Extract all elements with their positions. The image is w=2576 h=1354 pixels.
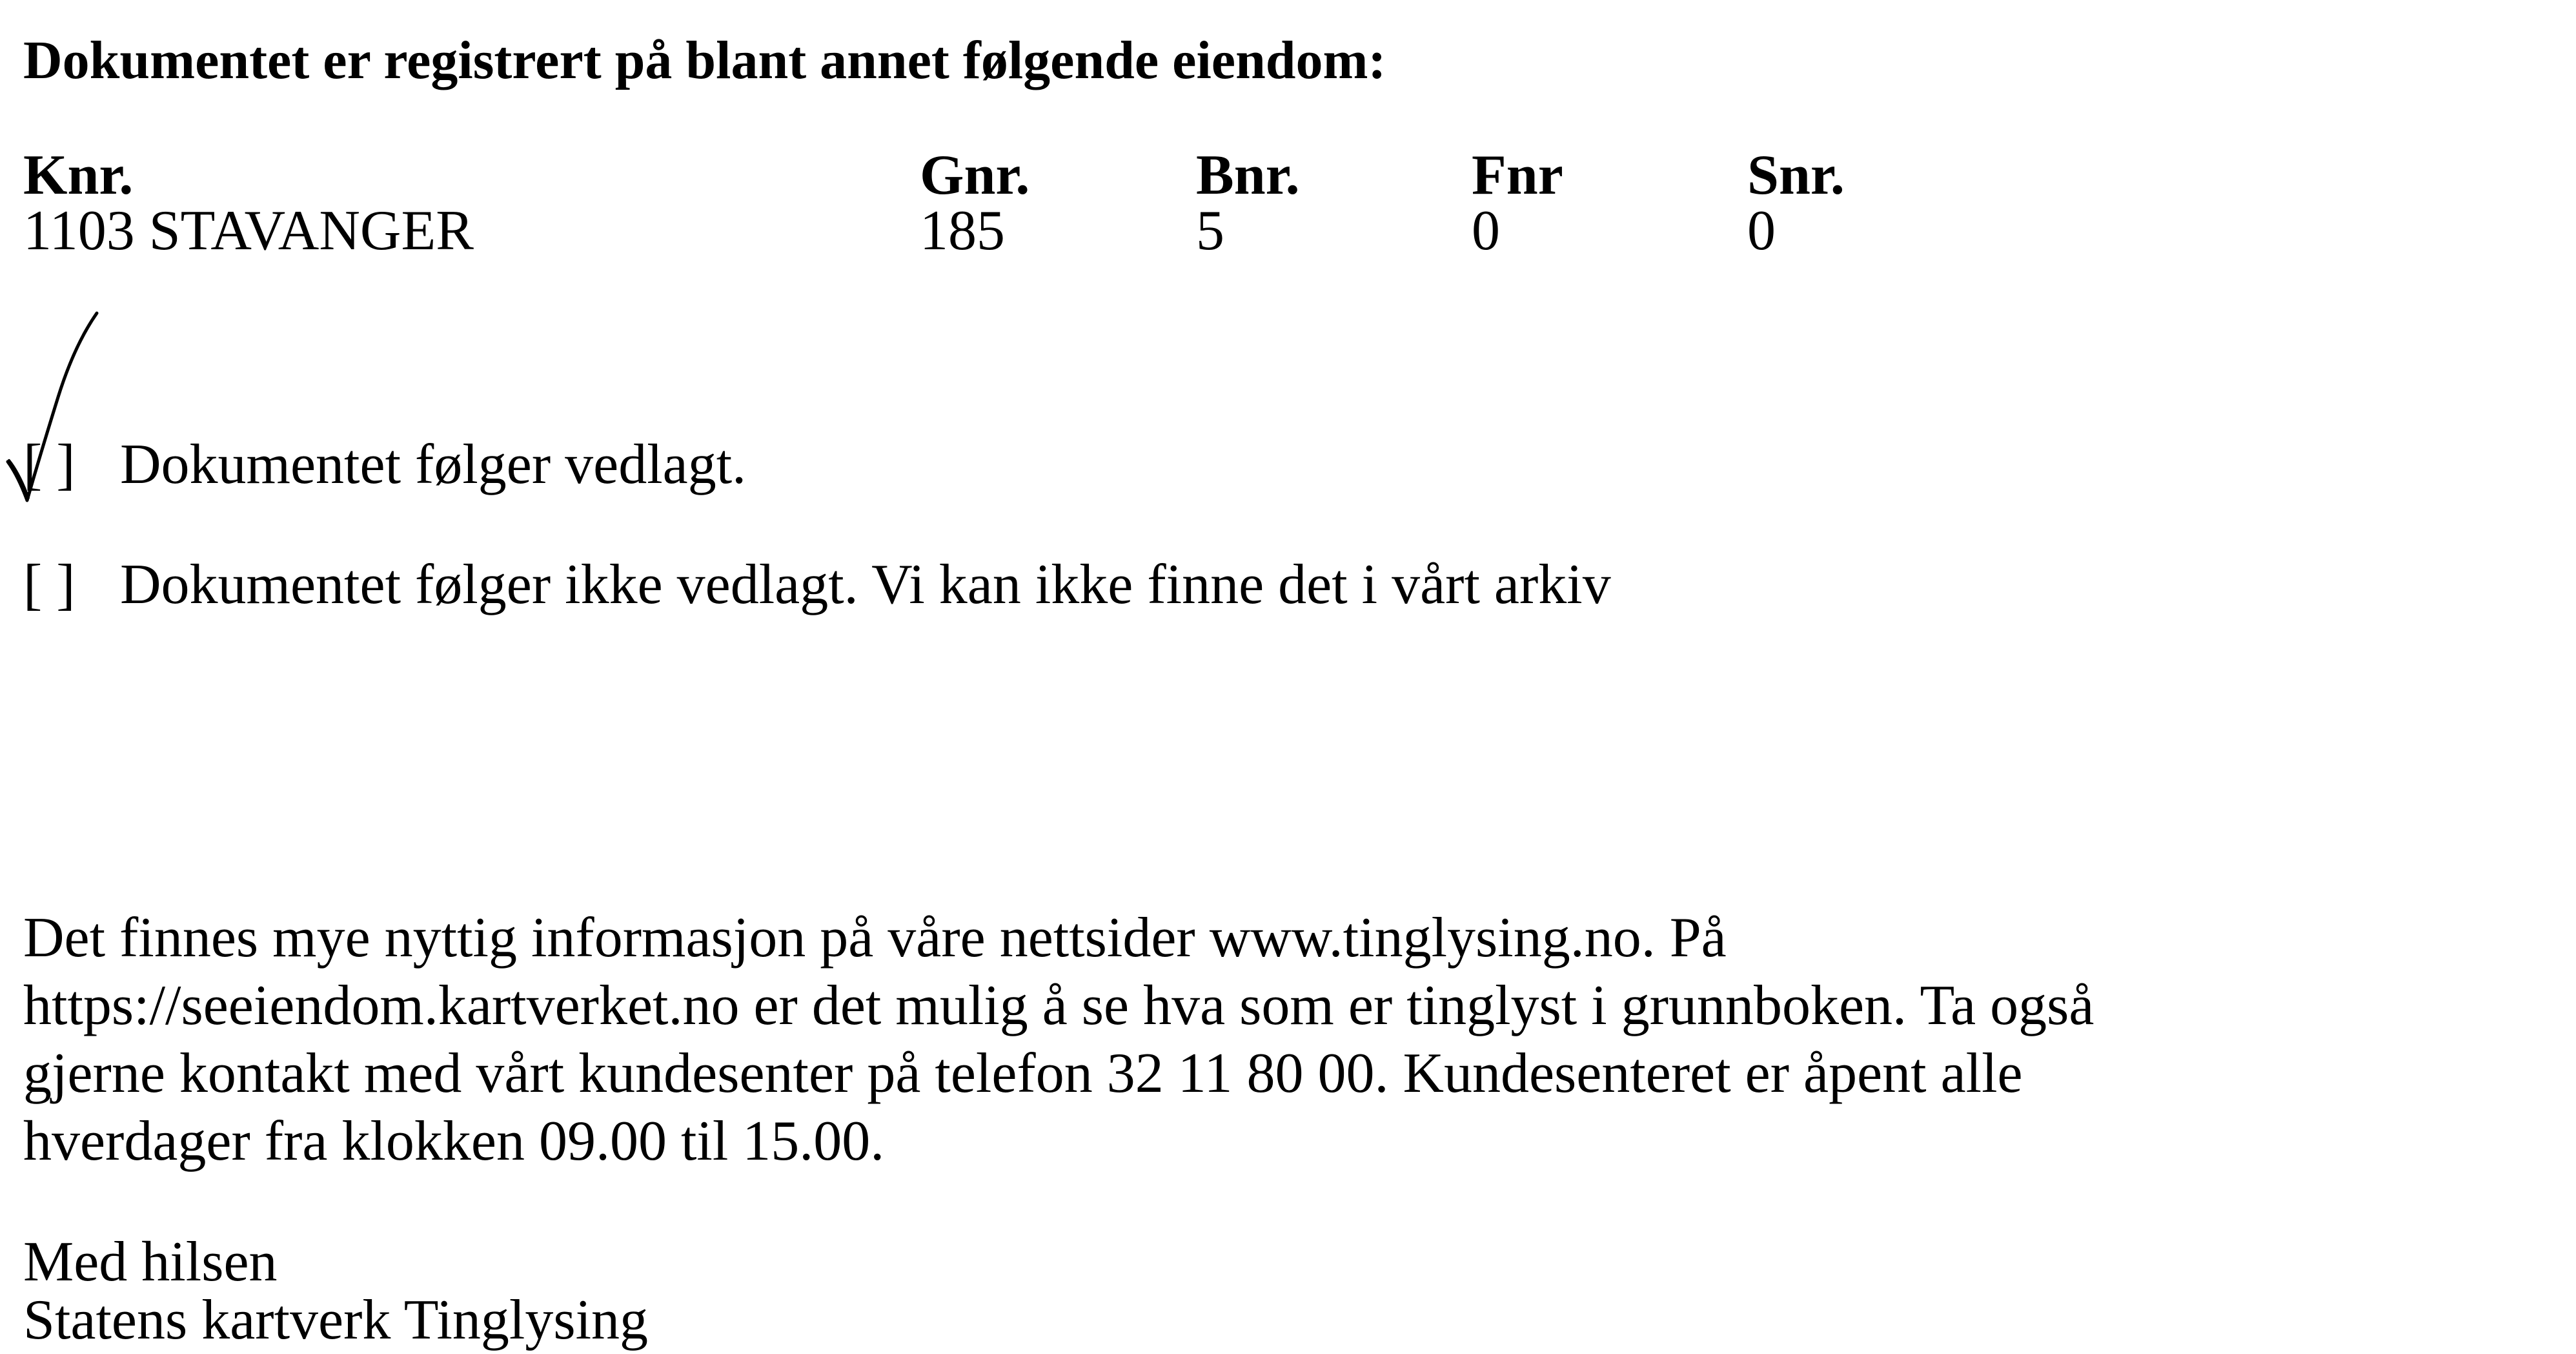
signature-block: [23, 1233, 648, 1349]
info-line: Det finnes mye nyttig informasjon på våre nettsider www.tinglysing.no. På: [23, 907, 1727, 969]
document-heading: Dokumentet er registrert på blant annet følgende eiendom:: [23, 30, 1386, 90]
header-gnr: Gnr.: [920, 144, 1030, 207]
header-bnr: Bnr.: [1196, 144, 1300, 207]
value-knr: 1103 STAVANGER: [23, 200, 474, 262]
header-fnr: Fnr: [1472, 144, 1563, 207]
option-attached: [23, 433, 746, 497]
value-gnr: 185: [920, 200, 1005, 262]
value-fnr: 0: [1472, 200, 1500, 262]
info-line: https://seeiendom.kartverket.no er det mulig å se hva som er tinglyst i grunnboken. Ta også: [23, 974, 2094, 1037]
value-bnr: 5: [1196, 200, 1224, 262]
header-knr: Knr.: [23, 144, 134, 207]
option-attached-checkbox: [ ]: [23, 433, 76, 496]
option-attached-label: Dokumentet følger vedlagt.: [120, 433, 747, 496]
sender-name: Statens kartverk Tinglysing: [23, 1289, 649, 1351]
closing-text: Med hilsen: [23, 1231, 278, 1293]
value-snr: 0: [1747, 200, 1776, 262]
info-paragraph: [23, 904, 2250, 1175]
option-not-attached-checkbox: [ ]: [23, 553, 76, 616]
option-not-attached: [23, 553, 1611, 617]
info-line: hverdager fra klokken 09.00 til 15.00.: [23, 1110, 885, 1173]
info-line: gjerne kontakt med vårt kundesenter på telefon 32 11 80 00. Kundesenteret er åpent alle: [23, 1042, 2023, 1105]
option-not-attached-label: Dokumentet følger ikke vedlagt. Vi kan ikke finne det i vårt arkiv: [120, 553, 1611, 616]
header-snr: Snr.: [1747, 144, 1845, 207]
